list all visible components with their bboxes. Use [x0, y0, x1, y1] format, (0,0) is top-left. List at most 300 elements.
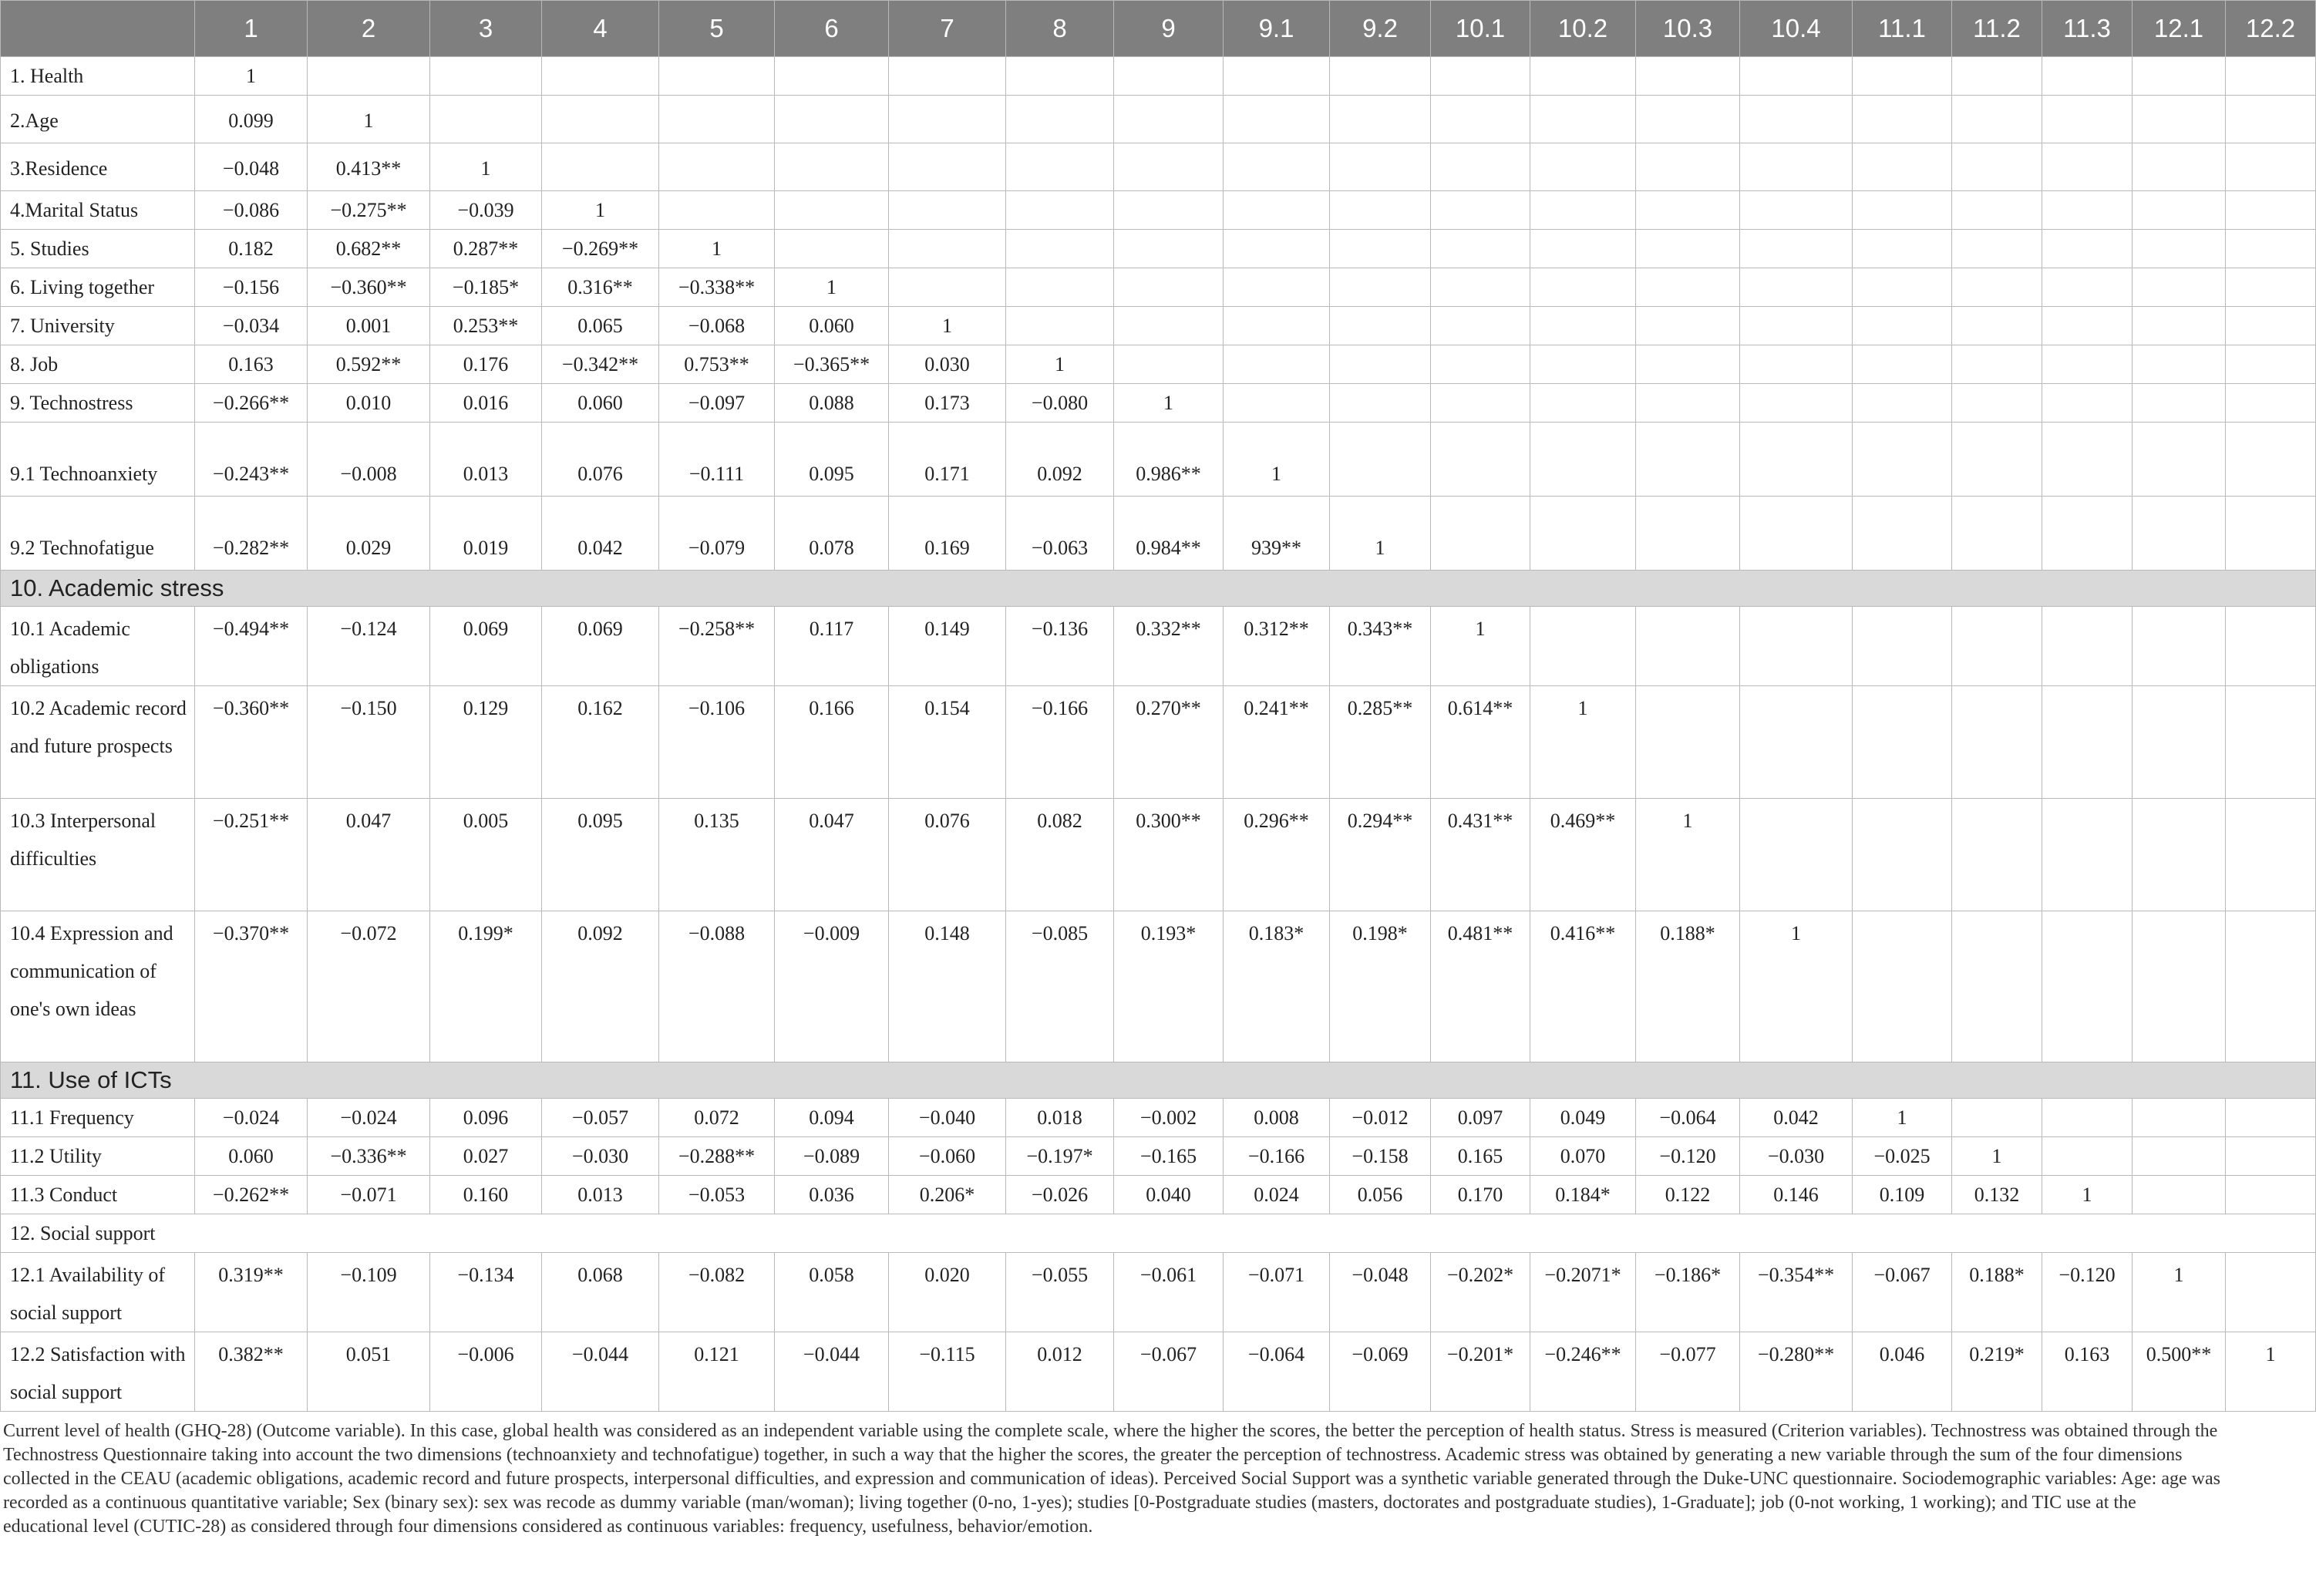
table-cell: −0.057: [542, 1099, 659, 1137]
table-cell: −0.053: [659, 1176, 775, 1214]
table-cell: [1530, 191, 1636, 230]
table-footnote: Current level of health (GHQ-28) (Outcome variable). In this case, global health was considered as an independent variable using the complete scale, where the higher the scores, the better the perception of health status. Stress is measured (Criterion variables). Technostress was obtained through the Technostress Questionnaire taking into account the two dimensions (technoanxiety and technofatigue) together, in such a way that the higher the scores, the greater the perception of technostress. Academic stress was obtained by generating a new variable through the sum of the four dimensions collected in the CEAU (academic obligations, academic record and future prospects, interpersonal difficulties, and expression and communication of ideas). Perceived Social Support was a synthetic variable generated through the Duke-UNC questionnaire. Sociodemographic variables: Age: age was recorded as a continuous quantitative variable; Sex (binary sex): sex was recode as dummy variable (man/woman); living together (0-no, 1-yes); studies [0-Postgraduate studies (masters, doctorates and postgraduate studies), 1-Graduate]; job (0-not working, 1 working); and TIC use at the educational level (CUTIC-28) as considered through four dimensions considered as continuous variables: frequency, usefulness, behavior/emotion.: [3, 1421, 2220, 1537]
table-cell: [1952, 607, 2042, 686]
table-cell: 0.182: [195, 230, 308, 268]
table-cell: [1006, 268, 1114, 307]
table-cell: 0.099: [195, 96, 308, 143]
table-cell: [1224, 268, 1330, 307]
table-cell: −0.025: [1853, 1137, 1952, 1176]
table-cell: 0.047: [308, 799, 430, 911]
column-header: 12.1: [2133, 1, 2226, 57]
table-cell: 0.047: [775, 799, 889, 911]
table-cell: [659, 143, 775, 191]
table-cell: −0.085: [1006, 911, 1114, 1062]
table-cell: [542, 143, 659, 191]
column-header: 2: [308, 1, 430, 57]
table-cell: [775, 57, 889, 96]
table-cell: [889, 57, 1006, 96]
table-cell: 0.132: [1952, 1176, 2042, 1214]
column-header: 5: [659, 1, 775, 57]
table-cell: 1: [1740, 911, 1853, 1062]
table-cell: −0.342**: [542, 345, 659, 384]
table-cell: 0.198*: [1330, 911, 1431, 1062]
column-header: 11.2: [1952, 1, 2042, 57]
table-cell: −0.088: [659, 911, 775, 1062]
table-cell: 0.199*: [430, 911, 542, 1062]
table-cell: [1006, 230, 1114, 268]
table-cell: 1: [889, 307, 1006, 345]
table-cell: 0.027: [430, 1137, 542, 1176]
table-cell: [2226, 1176, 2316, 1214]
table-cell: [775, 191, 889, 230]
table-cell: 0.188*: [1636, 911, 1740, 1062]
table-cell: [2133, 230, 2226, 268]
table-cell: [1114, 96, 1224, 143]
table-cell: −0.089: [775, 1137, 889, 1176]
table-cell: −0.370**: [195, 911, 308, 1062]
table-cell: 1: [2133, 1253, 2226, 1332]
table-cell: −0.266**: [195, 384, 308, 423]
table-cell: 0.072: [659, 1099, 775, 1137]
table-cell: 0.183*: [1224, 911, 1330, 1062]
table-cell: [1431, 345, 1530, 384]
table-cell: [2042, 799, 2133, 911]
table-cell: 0.060: [195, 1137, 308, 1176]
table-cell: −0.288**: [659, 1137, 775, 1176]
table-cell: [1431, 96, 1530, 143]
table-cell: [1114, 57, 1224, 96]
table-cell: [1853, 307, 1952, 345]
table-cell: [1431, 191, 1530, 230]
table-row: [1, 1099, 2316, 1137]
table-cell: [1224, 57, 1330, 96]
table-cell: [2042, 307, 2133, 345]
table-cell: [1431, 384, 1530, 423]
table-cell: −0.246**: [1530, 1332, 1636, 1412]
group-label: 12. Social support: [1, 1214, 2316, 1253]
table-cell: [1636, 345, 1740, 384]
table-cell: 0.122: [1636, 1176, 1740, 1214]
table-cell: 0.024: [1224, 1176, 1330, 1214]
table-cell: 0.078: [775, 497, 889, 571]
table-cell: 1: [1431, 607, 1530, 686]
table-cell: [1636, 307, 1740, 345]
table-cell: −0.106: [659, 686, 775, 799]
table-cell: 0.029: [308, 497, 430, 571]
table-cell: 0.160: [430, 1176, 542, 1214]
table-cell: 0.173: [889, 384, 1006, 423]
table-cell: −0.012: [1330, 1099, 1431, 1137]
table-cell: [2226, 497, 2316, 571]
table-cell: 0.046: [1853, 1332, 1952, 1412]
table-cell: [1636, 607, 1740, 686]
table-cell: −0.064: [1224, 1332, 1330, 1412]
table-cell: [1636, 57, 1740, 96]
table-cell: [1224, 345, 1330, 384]
table-row: [1, 1253, 2316, 1332]
table-cell: 0.076: [889, 799, 1006, 911]
table-cell: 0.316**: [542, 268, 659, 307]
table-cell: −0.026: [1006, 1176, 1114, 1214]
table-cell: 1: [195, 57, 308, 96]
row-label: 10.3 Interpersonal difficulties: [1, 799, 195, 911]
table-cell: [775, 96, 889, 143]
row-label: 12.2 Satisfaction with social support: [1, 1332, 195, 1412]
table-cell: 0.753**: [659, 345, 775, 384]
table-cell: 0.319**: [195, 1253, 308, 1332]
table-cell: [1740, 307, 1853, 345]
table-cell: −0.071: [1224, 1253, 1330, 1332]
table-cell: −0.034: [195, 307, 308, 345]
column-header: 10.3: [1636, 1, 1740, 57]
table-cell: 0.193*: [1114, 911, 1224, 1062]
table-cell: [1530, 384, 1636, 423]
table-cell: −0.048: [195, 143, 308, 191]
table-cell: [1952, 191, 2042, 230]
column-header: 10.1: [1431, 1, 1530, 57]
table-cell: −0.086: [195, 191, 308, 230]
section-row: [1, 1062, 2316, 1099]
table-cell: [2226, 191, 2316, 230]
table-cell: [2226, 57, 2316, 96]
table-cell: −0.109: [308, 1253, 430, 1332]
table-cell: [2226, 268, 2316, 307]
column-header: 8: [1006, 1, 1114, 57]
table-cell: [2133, 57, 2226, 96]
table-cell: [1330, 230, 1431, 268]
table-cell: [1636, 191, 1740, 230]
table-cell: 0.095: [542, 799, 659, 911]
table-cell: 0.165: [1431, 1137, 1530, 1176]
table-cell: −0.166: [1006, 686, 1114, 799]
table-cell: 1: [1224, 423, 1330, 497]
table-cell: −0.040: [889, 1099, 1006, 1137]
table-cell: 0.069: [542, 607, 659, 686]
table-cell: [1853, 799, 1952, 911]
table-cell: 0.020: [889, 1253, 1006, 1332]
column-header: 9.2: [1330, 1, 1431, 57]
table-cell: [1431, 143, 1530, 191]
table-cell: [1530, 497, 1636, 571]
table-cell: 0.285**: [1330, 686, 1431, 799]
table-cell: 1: [2042, 1176, 2133, 1214]
table-cell: 0.184*: [1530, 1176, 1636, 1214]
table-cell: [1952, 384, 2042, 423]
table-cell: [1006, 143, 1114, 191]
table-row: [1, 1332, 2316, 1412]
table-cell: [1114, 143, 1224, 191]
table-cell: [2042, 423, 2133, 497]
table-cell: −0.360**: [308, 268, 430, 307]
table-cell: [1530, 57, 1636, 96]
table-cell: −0.275**: [308, 191, 430, 230]
table-cell: [2226, 96, 2316, 143]
table-cell: [1330, 96, 1431, 143]
table-cell: [2042, 1137, 2133, 1176]
table-cell: [1530, 96, 1636, 143]
table-cell: 1: [659, 230, 775, 268]
table-cell: 0.036: [775, 1176, 889, 1214]
column-header: 1: [195, 1, 308, 57]
table-cell: [1952, 423, 2042, 497]
table-cell: 0.070: [1530, 1137, 1636, 1176]
row-label: 10.2 Academic record and future prospects: [1, 686, 195, 799]
table-cell: 1: [1006, 345, 1114, 384]
table-row: [1, 607, 2316, 686]
table-cell: −0.030: [1740, 1137, 1853, 1176]
table-cell: −0.158: [1330, 1137, 1431, 1176]
table-cell: [1006, 96, 1114, 143]
table-cell: 0.206*: [889, 1176, 1006, 1214]
table-cell: −0.039: [430, 191, 542, 230]
table-cell: [2133, 423, 2226, 497]
table-cell: [1853, 57, 1952, 96]
table-cell: 0.253**: [430, 307, 542, 345]
table-cell: [2133, 384, 2226, 423]
table-cell: [775, 230, 889, 268]
table-cell: 0.008: [1224, 1099, 1330, 1137]
table-cell: 0.082: [1006, 799, 1114, 911]
table-cell: 0.300**: [1114, 799, 1224, 911]
table-cell: 0.614**: [1431, 686, 1530, 799]
table-cell: −0.120: [2042, 1253, 2133, 1332]
section-heading: 10. Academic stress: [1, 571, 2316, 607]
table-cell: [2226, 307, 2316, 345]
table-cell: 0.117: [775, 607, 889, 686]
table-cell: 0.109: [1853, 1176, 1952, 1214]
table-cell: [2133, 799, 2226, 911]
table-cell: [2133, 911, 2226, 1062]
table-cell: −0.251**: [195, 799, 308, 911]
table-cell: [1636, 96, 1740, 143]
table-row: [1, 686, 2316, 799]
table-cell: [1740, 799, 1853, 911]
column-header: 9: [1114, 1, 1224, 57]
table-cell: [1740, 345, 1853, 384]
table-cell: [1853, 497, 1952, 571]
table-cell: [2226, 143, 2316, 191]
table-cell: [1330, 191, 1431, 230]
table-cell: 0.092: [542, 911, 659, 1062]
table-cell: 0.986**: [1114, 423, 1224, 497]
table-cell: [2226, 1253, 2316, 1332]
table-cell: 0.270**: [1114, 686, 1224, 799]
table-cell: −0.111: [659, 423, 775, 497]
column-header: 4: [542, 1, 659, 57]
table-cell: [1853, 423, 1952, 497]
row-label: 9.2 Technofatigue: [1, 497, 195, 571]
table-body: [1, 57, 2316, 1412]
table-cell: −0.024: [195, 1099, 308, 1137]
table-cell: −0.060: [889, 1137, 1006, 1176]
table-cell: [659, 57, 775, 96]
table-cell: [1952, 497, 2042, 571]
table-cell: 1: [308, 96, 430, 143]
table-row: [1, 345, 2316, 384]
table-cell: 0.382**: [195, 1332, 308, 1412]
table-cell: 0.312**: [1224, 607, 1330, 686]
table-cell: 0.162: [542, 686, 659, 799]
table-cell: 0.013: [430, 423, 542, 497]
table-cell: [1740, 191, 1853, 230]
table-cell: [2133, 1137, 2226, 1176]
table-cell: −0.150: [308, 686, 430, 799]
section-row: [1, 571, 2316, 607]
table-cell: 0.065: [542, 307, 659, 345]
row-label: 11.1 Frequency: [1, 1099, 195, 1137]
table-cell: 0.088: [775, 384, 889, 423]
table-cell: [2226, 230, 2316, 268]
table-cell: [542, 57, 659, 96]
table-cell: [1853, 191, 1952, 230]
table-cell: 0.060: [542, 384, 659, 423]
table-cell: −0.280**: [1740, 1332, 1853, 1412]
table-cell: [308, 57, 430, 96]
table-cell: [1636, 423, 1740, 497]
table-cell: −0.2071*: [1530, 1253, 1636, 1332]
table-cell: −0.067: [1114, 1332, 1224, 1412]
table-cell: 0.149: [889, 607, 1006, 686]
group-row: [1, 1214, 2316, 1253]
table-cell: 0.170: [1431, 1176, 1530, 1214]
row-label: 6. Living together: [1, 268, 195, 307]
table-cell: [1636, 686, 1740, 799]
table-cell: −0.069: [1330, 1332, 1431, 1412]
table-cell: −0.201*: [1431, 1332, 1530, 1412]
column-header: 11.1: [1853, 1, 1952, 57]
section-heading: 11. Use of ICTs: [1, 1062, 2316, 1099]
table-cell: −0.124: [308, 607, 430, 686]
table-cell: [1431, 57, 1530, 96]
table-cell: −0.044: [542, 1332, 659, 1412]
table-row: [1, 268, 2316, 307]
table-cell: −0.166: [1224, 1137, 1330, 1176]
table-row: [1, 57, 2316, 96]
table-cell: 0.069: [430, 607, 542, 686]
table-cell: −0.082: [659, 1253, 775, 1332]
table-cell: −0.002: [1114, 1099, 1224, 1137]
table-cell: [1636, 143, 1740, 191]
table-cell: [889, 143, 1006, 191]
table-cell: −0.115: [889, 1332, 1006, 1412]
table-cell: [1952, 268, 2042, 307]
table-cell: [1114, 191, 1224, 230]
table-cell: 0.019: [430, 497, 542, 571]
table-cell: [2042, 96, 2133, 143]
table-cell: −0.044: [775, 1332, 889, 1412]
table-cell: 0.042: [1740, 1099, 1853, 1137]
table-cell: [2226, 686, 2316, 799]
table-cell: −0.202*: [1431, 1253, 1530, 1332]
column-header: 6: [775, 1, 889, 57]
table-cell: [2226, 911, 2316, 1062]
table-cell: −0.072: [308, 911, 430, 1062]
table-cell: [2226, 423, 2316, 497]
table-cell: 939**: [1224, 497, 1330, 571]
column-header: 10.4: [1740, 1, 1853, 57]
table-cell: 0.481**: [1431, 911, 1530, 1062]
table-cell: 0.051: [308, 1332, 430, 1412]
table-cell: 0.146: [1740, 1176, 1853, 1214]
table-cell: [1636, 268, 1740, 307]
table-cell: 0.013: [542, 1176, 659, 1214]
table-cell: [1431, 268, 1530, 307]
table-cell: [1853, 143, 1952, 191]
row-label: 9.1 Technoanxiety: [1, 423, 195, 497]
table-cell: [1006, 191, 1114, 230]
row-label: 10.1 Academic obligations: [1, 607, 195, 686]
table-cell: 0.294**: [1330, 799, 1431, 911]
table-cell: [1330, 345, 1431, 384]
table-cell: [889, 191, 1006, 230]
table-cell: [1853, 96, 1952, 143]
table-cell: 0.056: [1330, 1176, 1431, 1214]
table-cell: 0.413**: [308, 143, 430, 191]
table-cell: [1114, 307, 1224, 345]
table-cell: −0.136: [1006, 607, 1114, 686]
table-cell: 0.332**: [1114, 607, 1224, 686]
table-cell: [1952, 686, 2042, 799]
table-cell: −0.258**: [659, 607, 775, 686]
column-header: 7: [889, 1, 1006, 57]
table-cell: −0.079: [659, 497, 775, 571]
table-cell: [1330, 143, 1431, 191]
table-cell: [2133, 268, 2226, 307]
table-cell: 0.058: [775, 1253, 889, 1332]
table-cell: 0.469**: [1530, 799, 1636, 911]
table-cell: 0.129: [430, 686, 542, 799]
column-header: 3: [430, 1, 542, 57]
table-cell: −0.068: [659, 307, 775, 345]
table-cell: 0.012: [1006, 1332, 1114, 1412]
table-cell: [1952, 1099, 2042, 1137]
table-cell: [1114, 345, 1224, 384]
table-cell: [1224, 307, 1330, 345]
table-cell: −0.063: [1006, 497, 1114, 571]
table-cell: 1: [1853, 1099, 1952, 1137]
table-cell: [1740, 423, 1853, 497]
table-cell: −0.120: [1636, 1137, 1740, 1176]
table-cell: [1330, 268, 1431, 307]
table-cell: −0.165: [1114, 1137, 1224, 1176]
table-cell: −0.030: [542, 1137, 659, 1176]
table-cell: −0.156: [195, 268, 308, 307]
table-cell: 0.135: [659, 799, 775, 911]
table-cell: [1114, 230, 1224, 268]
table-cell: [2042, 1099, 2133, 1137]
table-cell: 0.096: [430, 1099, 542, 1137]
table-cell: [1330, 307, 1431, 345]
table-cell: −0.360**: [195, 686, 308, 799]
table-cell: [1740, 686, 1853, 799]
table-cell: [2133, 1176, 2226, 1214]
table-cell: 0.241**: [1224, 686, 1330, 799]
table-cell: [2042, 911, 2133, 1062]
column-header: 12.2: [2226, 1, 2316, 57]
table-cell: [1952, 345, 2042, 384]
table-cell: −0.008: [308, 423, 430, 497]
table-cell: −0.024: [308, 1099, 430, 1137]
table-cell: −0.048: [1330, 1253, 1431, 1332]
column-header: 9.1: [1224, 1, 1330, 57]
table-cell: 1: [1952, 1137, 2042, 1176]
table-cell: [1740, 497, 1853, 571]
table-cell: [889, 230, 1006, 268]
table-cell: [659, 191, 775, 230]
row-label: 10.4 Expression and communication of one's own ideas: [1, 911, 195, 1062]
header-row: [1, 1, 2316, 57]
table-cell: 0.005: [430, 799, 542, 911]
